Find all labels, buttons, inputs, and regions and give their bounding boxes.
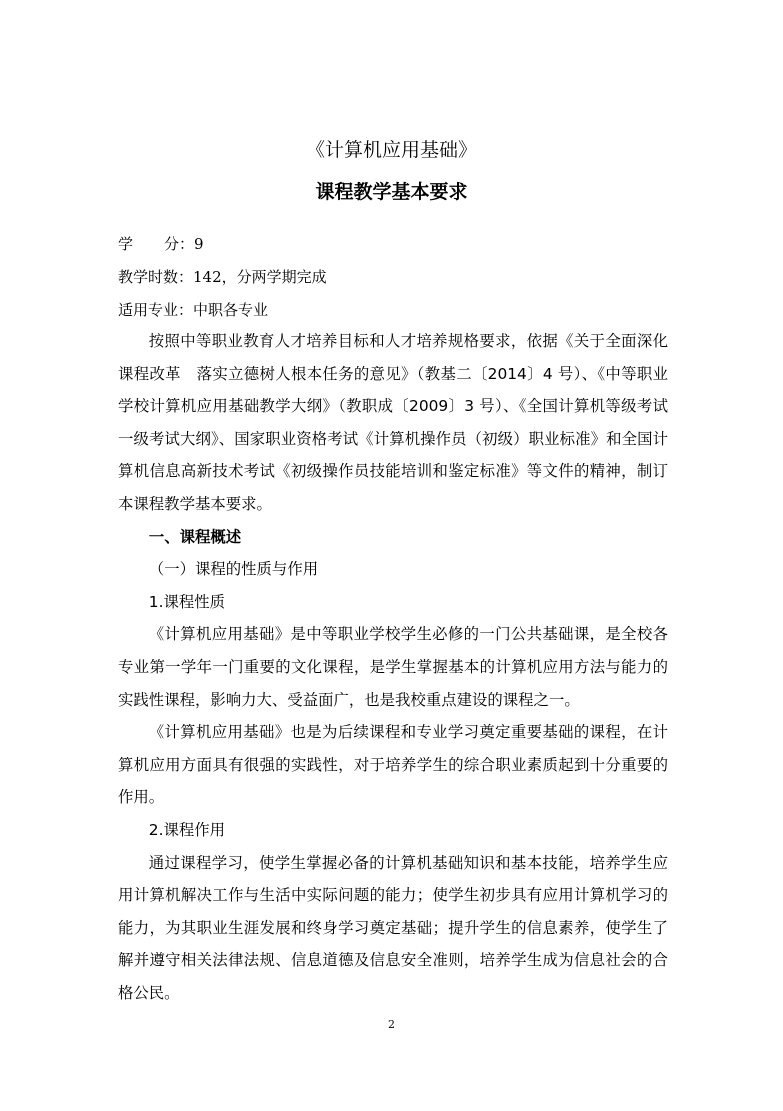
course-role-paragraph: 通过课程学习，使学生掌握必备的计算机基础知识和基本技能，培养学生应用计算机解决工作与生活中实际问题的能力；使学生初步具有应用计算机学习的能力，为其职业生涯发展和终身学习奠定基础；提升学生的信息素养，使学生了解并遵守相关法律法规、信息道德及信息安全准则，培养学生成为信息社会的合格公民。 [118,853,668,1002]
major-label: 适用专业： [118,301,194,319]
subsection-heading-nature: （一）课程的性质与作用 [148,560,319,579]
major-line [118,299,268,321]
hours-value: 142，分两学期完成 [193,268,327,286]
section-heading-overview: 一、课程概述 [148,527,242,546]
hours-line [118,266,327,288]
credits-label-b: 分： [164,235,195,253]
document-title: 《计算机应用基础》 [305,139,477,161]
credits-value: 9 [194,235,204,253]
credits-line [118,233,204,255]
item-heading-course-nature: 1.课程性质 [148,592,226,611]
hours-label: 教学时数： [118,268,194,286]
document-subtitle: 课程教学基本要求 [315,181,468,203]
document-body [118,325,668,1009]
course-nature-paragraph-1: 《计算机应用基础》是中等职业学校学生必修的一门公共基础课，是全校各专业第一学年一门重要的文化课程，是学生掌握基本的计算机应用方法与能力的实践性课程，影响力大、受益面广，也是我校重点建设的课程之一。 [118,625,668,709]
item-heading-course-role: 2.课程作用 [148,820,226,839]
major-value: 中职各专业 [193,301,269,319]
credits-label-a: 学 [118,235,134,253]
course-nature-paragraph-2: 《计算机应用基础》也是为后续课程和专业学习奠定重要基础的课程，在计算机应用方面具有很强的实践性，对于培养学生的综合职业素质起到十分重要的作用。 [118,723,668,807]
page-number: 2 [388,1018,395,1031]
intro-paragraph: 按照中等职业教育人才培养目标和人才培养规格要求，依据《关于全面深化课程改革 落实立德树人根本任务的意见》（教基二〔2014〕4 号）、《中等职业学校计算机应用基础教学大纲》（教职成〔2009〕3 号）、《全国计算机等级考试一级考试大纲》、国家职业资格考试《计算机操作员（初级）职业标准》和全国计算机信息高新技术考试《初级操作员技能培训和鉴定标准》等文件的精神，制订本课程教学基本要求。 [118,332,668,513]
